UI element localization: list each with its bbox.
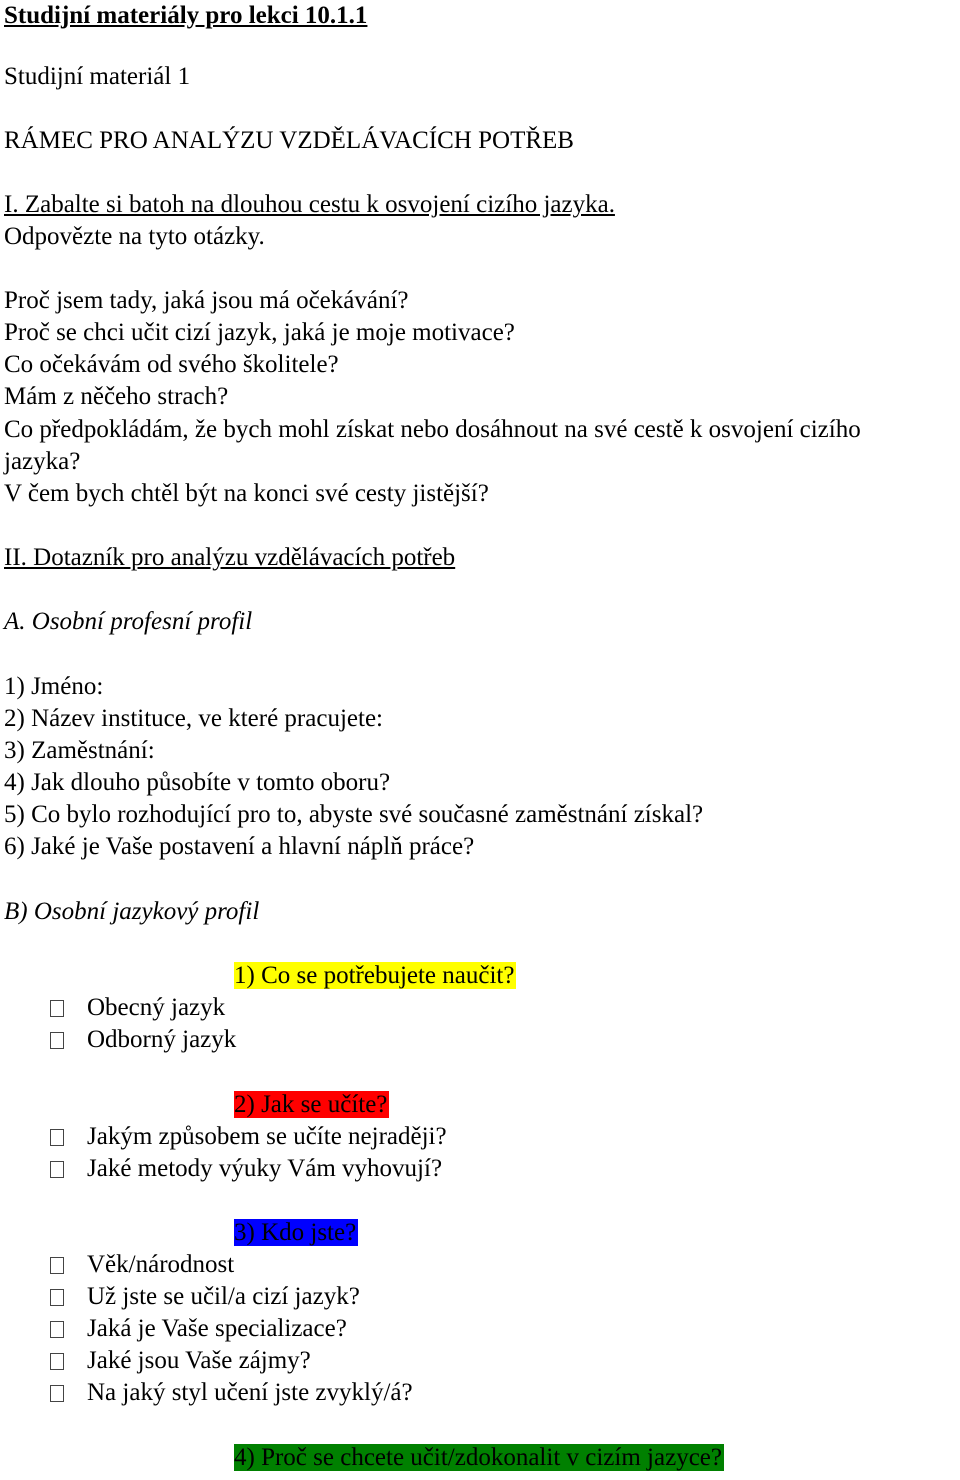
checkbox-icon[interactable] (50, 1257, 64, 1274)
group-heading-why (234, 1442, 724, 1474)
section1-question: V čem bych chtěl být na konci své cesty jistější? (4, 480, 489, 507)
frame-heading: RÁMEC PRO ANALÝZU VZDĚLÁVACÍCH POTŘEB (4, 127, 574, 154)
highlight-red: 2) Jak se učíte? (234, 1091, 388, 1118)
section1-instruction: Odpovězte na tyto otázky. (4, 223, 265, 250)
group-heading-how (234, 1089, 389, 1121)
partA-item: 1) Jméno: (4, 673, 104, 700)
section1-question: Proč se chci učit cizí jazyk, jaká je moje motivace? (4, 319, 515, 346)
highlight-yellow: 1) Co se potřebujete naučit? (234, 962, 515, 989)
option-label: Jaká je Vaše specializace? (87, 1315, 347, 1342)
section1-title: I. Zabalte si batoh na dlouhou cestu k osvojení cizího jazyka. (4, 191, 615, 218)
checkbox-icon[interactable] (50, 1000, 64, 1017)
checkbox-icon[interactable] (50, 1353, 64, 1370)
option-label: Jakým způsobem se učíte nejraději? (87, 1123, 447, 1150)
checkbox-icon[interactable] (50, 1032, 64, 1049)
checkbox-icon[interactable] (50, 1385, 64, 1402)
checkbox-icon[interactable] (50, 1289, 64, 1306)
partA-title: A. Osobní profesní profil (4, 608, 253, 635)
section1-question: Co předpokládám, že bych mohl získat nebo dosáhnout na své cestě k osvojení cizího (4, 416, 861, 443)
partA-item: 5) Co bylo rozhodující pro to, abyste své současné zaměstnání získal? (4, 801, 704, 828)
option-label: Obecný jazyk (87, 994, 226, 1021)
checkbox-icon[interactable] (50, 1129, 64, 1146)
option-label: Na jaký styl učení jste zvyklý/á? (87, 1379, 413, 1406)
partA-item: 2) Název instituce, ve které pracujete: (4, 705, 383, 732)
page-main-heading: Studijní materiály pro lekci 10.1.1 (4, 2, 368, 29)
highlight-green: 4) Proč se chcete učit/zdokonalit v cizím jazyce? (234, 1444, 722, 1471)
option-label: Už jste se učil/a cizí jazyk? (87, 1283, 360, 1310)
material-subheading: Studijní materiál 1 (4, 63, 191, 90)
group-heading-who (234, 1217, 358, 1249)
checkbox-icon[interactable] (50, 1161, 64, 1178)
section1-question: Co očekávám od svého školitele? (4, 351, 339, 378)
partB-title: B) Osobní jazykový profil (4, 898, 260, 925)
section1-question: Mám z něčeho strach? (4, 383, 229, 410)
option-label: Věk/národnost (87, 1251, 235, 1278)
option-label: Odborný jazyk (87, 1026, 237, 1053)
partA-item: 6) Jaké je Vaše postavení a hlavní náplň práce? (4, 833, 475, 860)
option-label: Jaké jsou Vaše zájmy? (87, 1347, 311, 1374)
highlight-blue: 3) Kdo jste? (234, 1219, 357, 1246)
checkbox-icon[interactable] (50, 1321, 64, 1338)
section1-question: jazyka? (4, 448, 81, 475)
partA-item: 4) Jak dlouho působíte v tomto oboru? (4, 769, 391, 796)
group-heading-what (234, 960, 516, 992)
section2-title: II. Dotazník pro analýzu vzdělávacích potřeb (4, 544, 456, 571)
section1-question: Proč jsem tady, jaká jsou má očekávání? (4, 287, 409, 314)
option-label: Jaké metody výuky Vám vyhovují? (87, 1155, 443, 1182)
partA-item: 3) Zaměstnání: (4, 737, 155, 764)
